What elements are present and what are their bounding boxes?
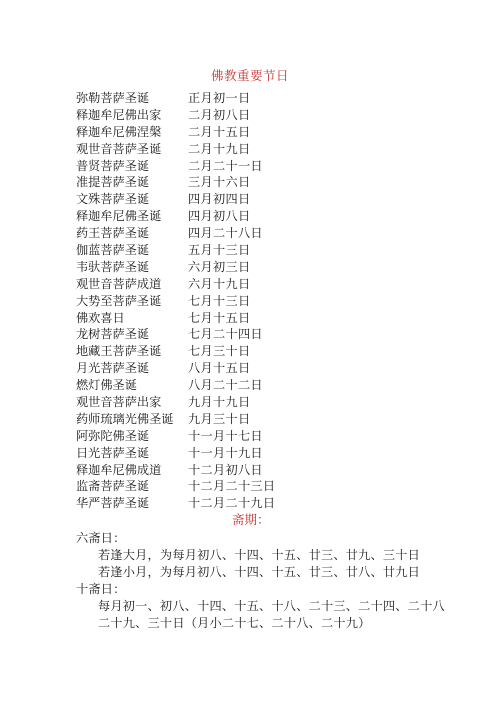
festival-date: 二月十五日 [188, 124, 251, 139]
festival-date: 八月二十二日 [188, 378, 263, 393]
festival-date: 四月初八日 [188, 209, 251, 224]
festival-row [76, 394, 275, 411]
festival-date: 四月初四日 [188, 192, 251, 207]
festival-date: 二月初八日 [188, 107, 251, 122]
festival-date: 九月三十日 [188, 411, 251, 426]
festival-row [76, 90, 275, 107]
festival-row [76, 191, 275, 208]
festival-date: 七月三十日 [188, 344, 251, 359]
festival-row [76, 428, 275, 445]
festival-name: 月光菩萨圣诞 [76, 361, 150, 376]
festival-date: 十二月初八日 [188, 462, 263, 477]
festival-row [76, 225, 275, 242]
festival-name: 释迦牟尼佛涅槃 [76, 124, 162, 139]
ten-fast-label: 十斋日： [76, 582, 126, 596]
festival-date: 七月十三日 [188, 293, 251, 308]
festival-row [76, 478, 275, 495]
festival-name: 监斋菩萨圣诞 [76, 479, 150, 494]
festival-date: 七月十五日 [188, 310, 251, 325]
page-title: 佛教重要节日 [210, 68, 289, 83]
festival-name: 观世音菩萨圣诞 [76, 141, 162, 156]
festival-name: 伽蓝菩萨圣诞 [76, 243, 150, 258]
festival-row [76, 293, 275, 310]
festival-row [76, 377, 275, 394]
festival-name: 佛欢喜日 [76, 310, 125, 325]
festival-date: 十二月二十九日 [188, 496, 276, 511]
festival-row [76, 208, 275, 225]
festival-row [76, 310, 275, 327]
festival-row [76, 411, 275, 428]
six-fast-small-month: 若逢小月，为每月初八、十四、十五、廿三、廿八、廿九日 [98, 565, 421, 579]
festival-date: 六月十九日 [188, 276, 251, 291]
festival-name: 观世音菩萨成道 [76, 276, 162, 291]
festival-name: 日光菩萨圣诞 [76, 445, 150, 460]
festival-name: 释迦牟尼佛成道 [76, 462, 162, 477]
festival-date: 六月初三日 [188, 259, 251, 274]
festival-name: 普贤菩萨圣诞 [76, 158, 150, 173]
festival-name: 药师琉璃光佛圣诞 [76, 411, 174, 426]
festival-row [76, 326, 275, 343]
festival-date: 九月十九日 [188, 395, 251, 410]
festival-row [76, 107, 275, 124]
festival-row [76, 158, 275, 175]
festival-name: 大势至菩萨圣诞 [76, 293, 162, 308]
festival-row [76, 276, 275, 293]
festival-name: 文殊菩萨圣诞 [76, 192, 150, 207]
festival-row [76, 259, 275, 276]
festival-row [76, 174, 275, 191]
festival-name: 释迦牟尼佛圣诞 [76, 209, 162, 224]
festival-name: 释迦牟尼佛出家 [76, 107, 162, 122]
ten-fast-line-2: 二十九、三十日（月小二十七、二十八、二十九） [98, 616, 371, 630]
festival-name: 药王菩萨圣诞 [76, 226, 150, 241]
festival-name: 龙树菩萨圣诞 [76, 327, 150, 342]
festival-date: 二月二十一日 [188, 158, 263, 173]
fasting-heading: 斋期： [232, 512, 270, 527]
festival-date: 二月十九日 [188, 141, 251, 156]
festival-name: 准提菩萨圣诞 [76, 175, 150, 190]
festival-date: 十二月二十三日 [188, 479, 276, 494]
festival-date: 五月十三日 [188, 243, 251, 258]
ten-fast-line-1: 每月初一、初八、十四、十五、十八、二十三、二十四、二十八 [98, 599, 445, 613]
six-fast-label: 六斋日： [76, 531, 126, 545]
festival-date: 四月二十八日 [188, 226, 263, 241]
festival-list [76, 90, 275, 512]
festival-date: 八月十五日 [188, 361, 251, 376]
festival-row [76, 360, 275, 377]
festival-row [76, 242, 275, 259]
festival-date: 十一月十七日 [188, 428, 263, 443]
festival-row [76, 462, 275, 479]
festival-date: 正月初一日 [188, 91, 251, 105]
festival-date: 十一月十九日 [188, 445, 263, 460]
festival-date: 三月十六日 [188, 175, 251, 190]
festival-name: 阿弥陀佛圣诞 [76, 428, 150, 443]
festival-name: 观世音菩萨出家 [76, 395, 162, 410]
festival-name: 韦驮菩萨圣诞 [76, 259, 150, 274]
festival-date: 七月二十四日 [188, 327, 263, 342]
festival-row [76, 141, 275, 158]
festival-name: 华严菩萨圣诞 [76, 496, 150, 511]
festival-row [76, 124, 275, 141]
six-fast-big-month: 若逢大月，为每月初八、十四、十五、廿三、廿九、三十日 [98, 548, 421, 562]
festival-name: 地藏王菩萨圣诞 [76, 344, 162, 359]
festival-row [76, 343, 275, 360]
festival-name: 弥勒菩萨圣诞 [76, 91, 150, 105]
festival-row [76, 445, 275, 462]
festival-name: 燃灯佛圣诞 [76, 378, 137, 393]
